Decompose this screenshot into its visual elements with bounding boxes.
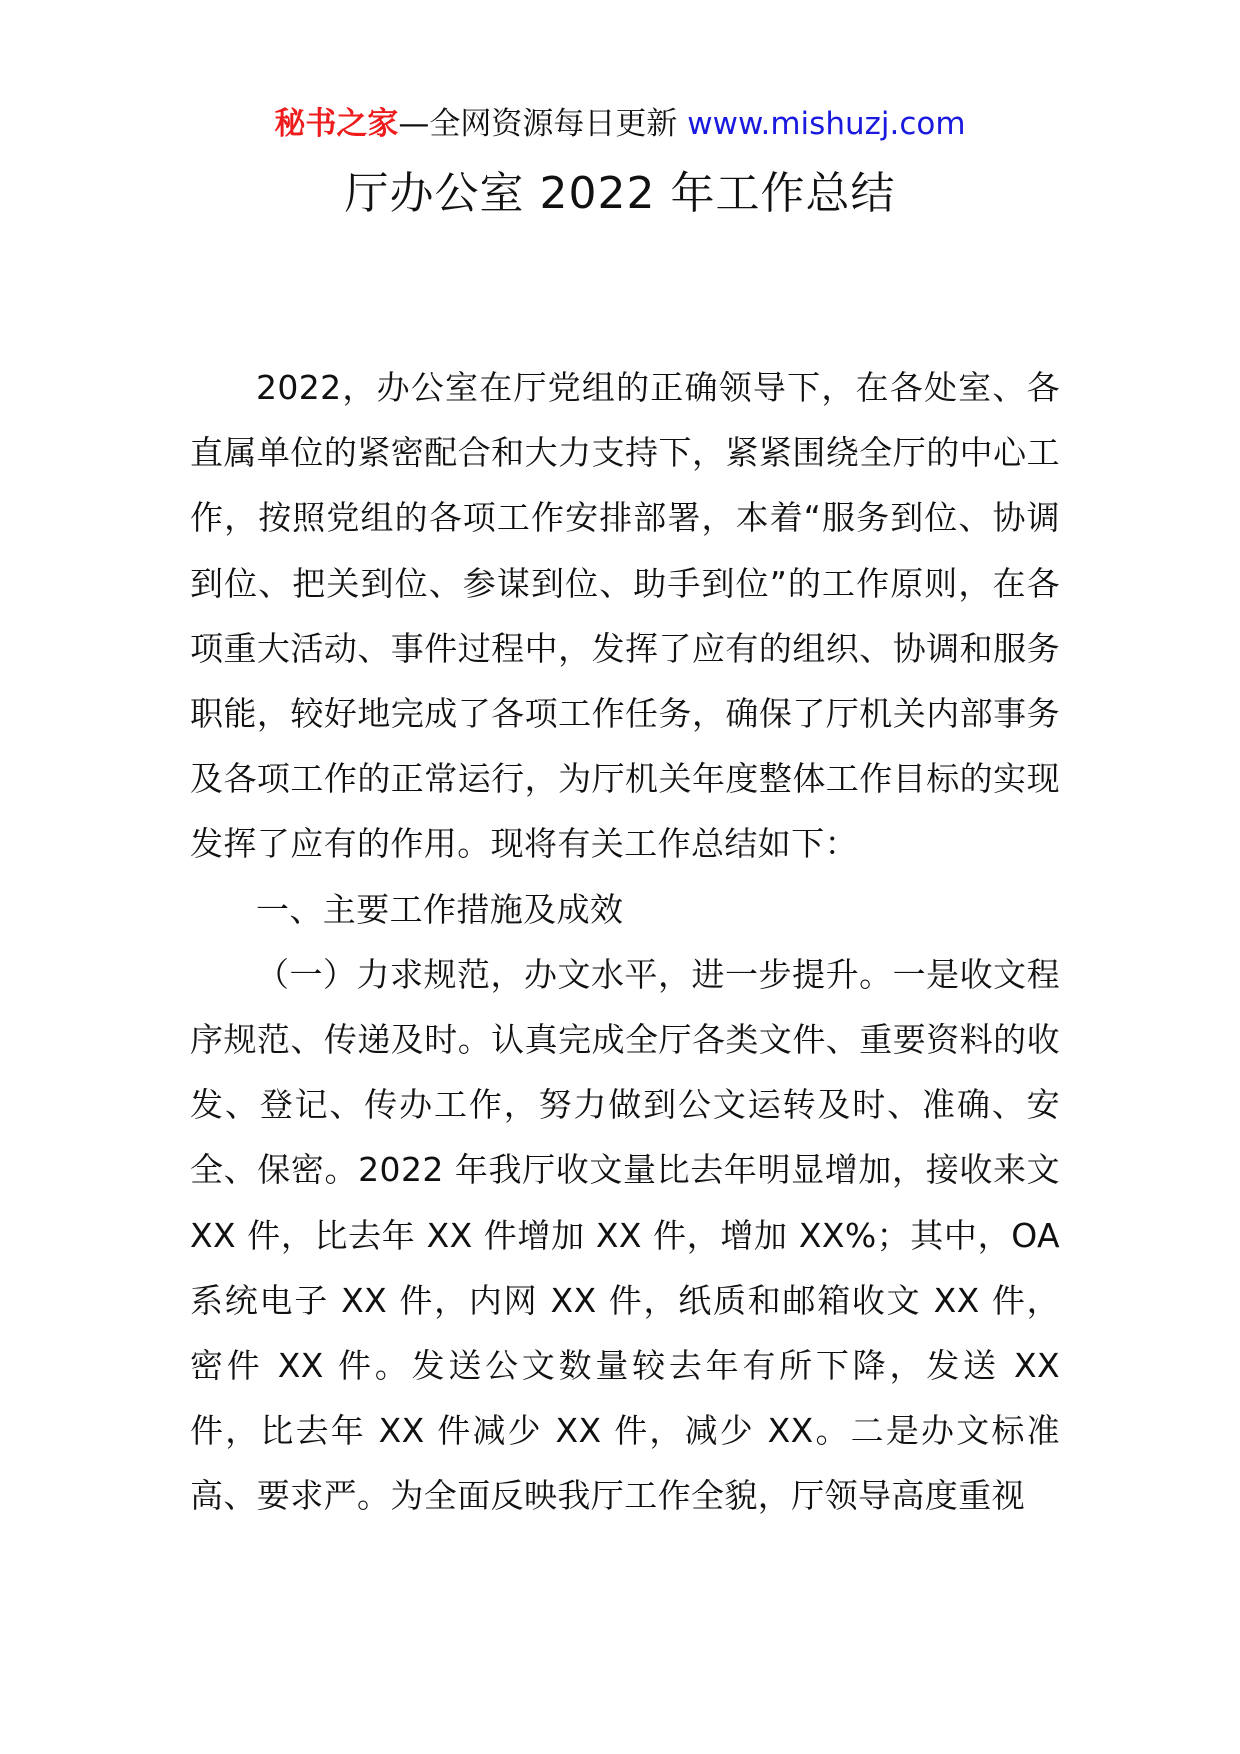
document-body bbox=[190, 355, 1060, 1529]
site-header bbox=[0, 104, 1240, 144]
site-tagline: —全网资源每日更新 bbox=[398, 106, 678, 142]
document-title: 厅办公室 2022 年工作总结 bbox=[344, 168, 896, 219]
site-brand: 秘书之家 bbox=[274, 106, 399, 142]
subsection-paragraph: （一）力求规范，办文水平，进一步提升。一是收文程序规范、传递及时。认真完成全厅各类文件、重要资料的收发、登记、传办工作，努力做到公文运转及时、准确、安全、保密。2022 年我厅收文量比去年明显增加，接收来文 XX 件，比去年 XX 件增加 XX 件，增加 XX%；其中，OA 系统电子 XX 件，内网 XX 件，纸质和邮箱收文 XX 件，密件 XX 件。发送公文数量较去年有所下降，发送 XX 件，比去年 XX 件减少 XX 件，减少 XX。二是办文标准高、要求严。为全面反映我厅工作全貌，厅领导高度重视 bbox=[190, 954, 1060, 1516]
site-url-link[interactable]: www.mishuzj.com bbox=[687, 106, 966, 142]
section-heading: 一、主要工作措施及成效 bbox=[256, 889, 624, 929]
intro-paragraph: 2022，办公室在厅党组的正确领导下，在各处室、各直属单位的紧密配合和大力支持下，紧紧围绕全厅的中心工作，按照党组的各项工作安排部署，本着“服务到位、协调到位、把关到位、参谋到位、助手到位”的工作原则，在各项重大活动、事件过程中，发挥了应有的组织、协调和服务职能，较好地完成了各项工作任务，确保了厅机关内部事务及各项工作的正常运行，为厅机关年度整体工作目标的实现发挥了应有的作用。现将有关工作总结如下： bbox=[190, 368, 1060, 864]
